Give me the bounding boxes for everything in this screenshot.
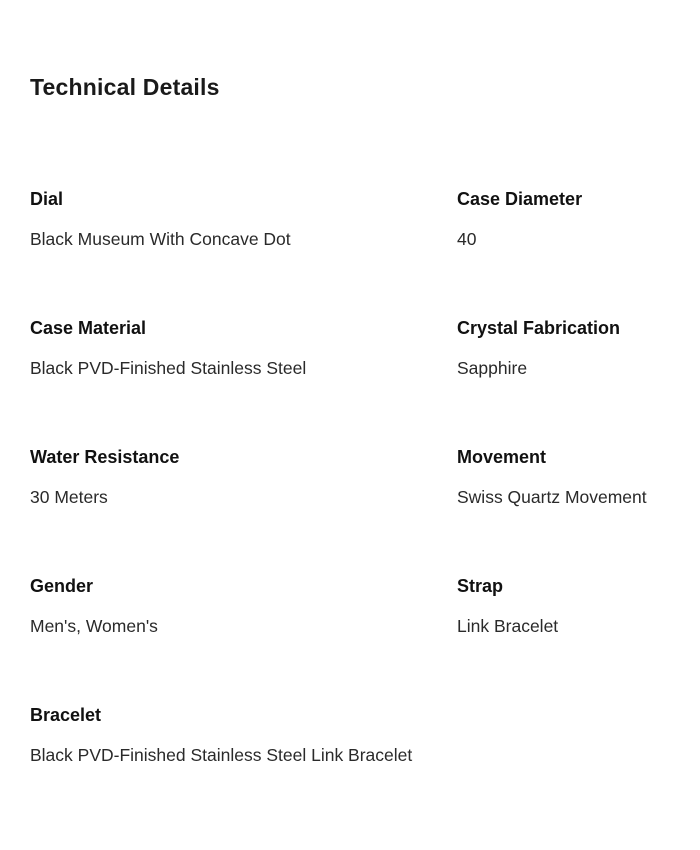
detail-dial (30, 188, 430, 250)
detail-label: Gender (30, 576, 94, 596)
detail-crystal-fabrication (457, 317, 697, 379)
detail-value: Men's, Women's (30, 616, 158, 636)
detail-strap (457, 575, 697, 637)
detail-label: Water Resistance (30, 447, 180, 467)
detail-label: Case Material (30, 318, 147, 338)
detail-movement (457, 446, 697, 508)
detail-label: Strap (457, 576, 504, 596)
detail-bracelet (30, 704, 430, 766)
detail-value: Swiss Quartz Movement (457, 487, 647, 507)
section-title: Technical Details (30, 74, 220, 100)
detail-label: Case Diameter (457, 189, 583, 209)
detail-value: Link Bracelet (457, 616, 559, 636)
detail-value: Black Museum With Concave Dot (30, 229, 291, 249)
detail-label: Bracelet (30, 705, 102, 725)
detail-water-resistance (30, 446, 430, 508)
detail-gender (30, 575, 430, 637)
detail-label: Movement (457, 447, 547, 467)
detail-value: Black PVD-Finished Stainless Steel (30, 358, 307, 378)
detail-value: Black PVD-Finished Stainless Steel Link Bracelet (30, 745, 413, 765)
detail-case-diameter (457, 188, 697, 250)
detail-value: Sapphire (457, 358, 528, 378)
detail-case-material (30, 317, 430, 379)
detail-label: Crystal Fabrication (457, 318, 621, 338)
detail-label: Dial (30, 189, 64, 209)
detail-value: 40 (457, 229, 477, 249)
detail-value: 30 Meters (30, 487, 108, 507)
